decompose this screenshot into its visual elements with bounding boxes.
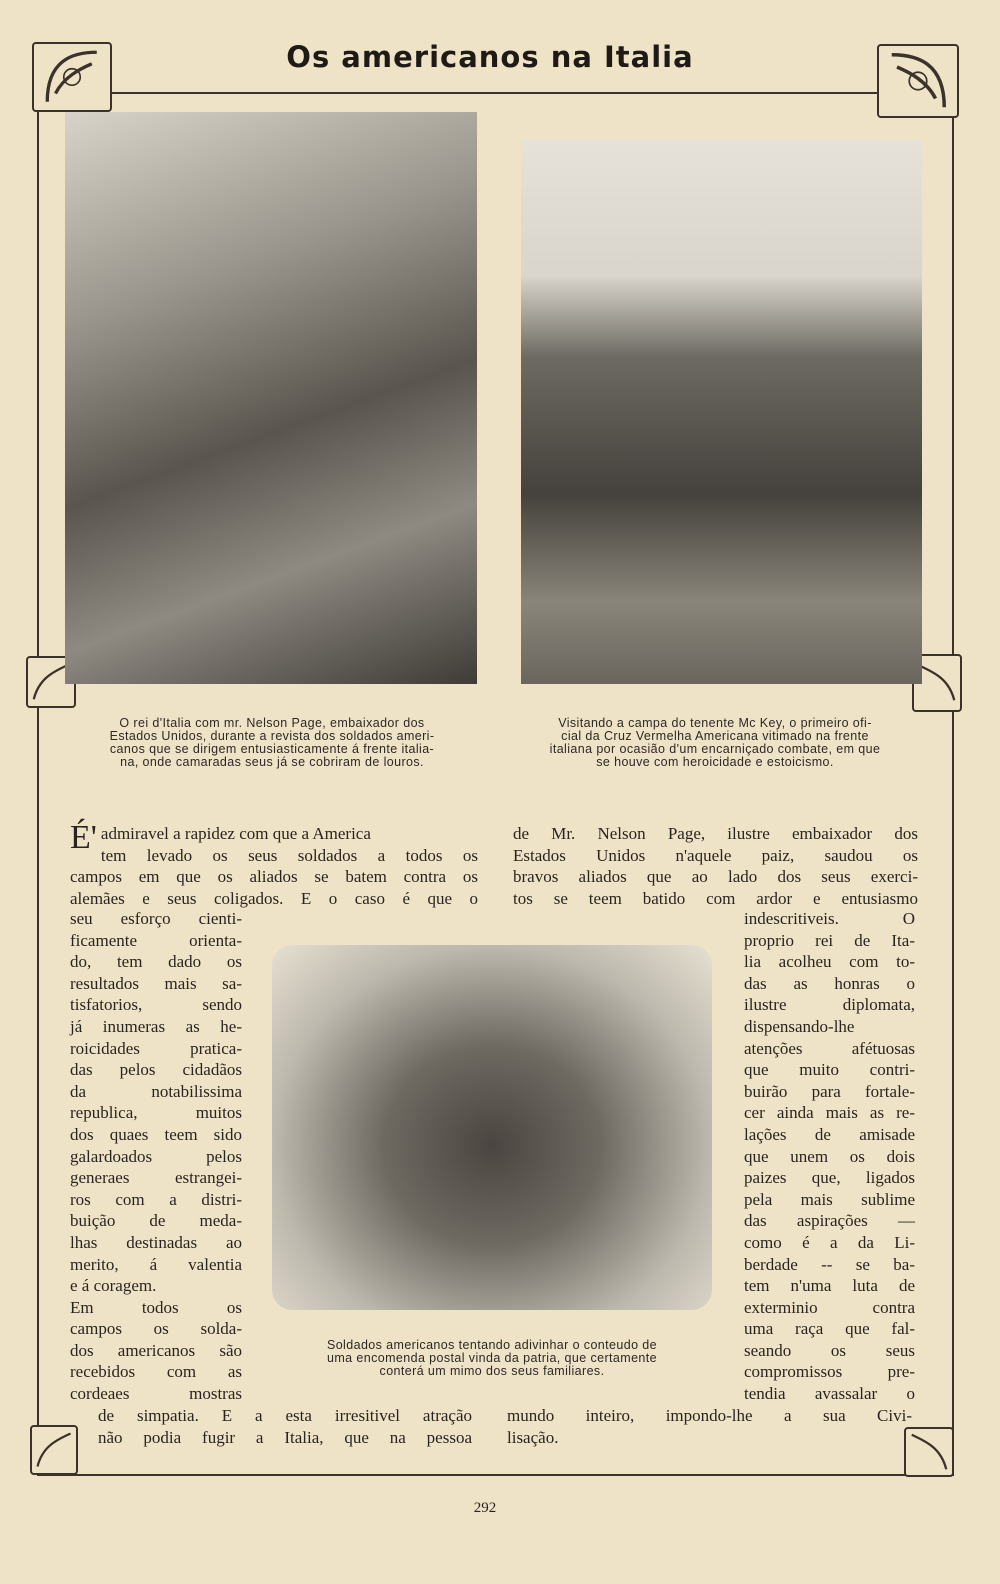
- text-line: lia acolheu com to-: [744, 952, 915, 972]
- text-line: ficamente orienta-: [70, 930, 242, 950]
- text-line: buirão para fortale-: [744, 1081, 915, 1101]
- page-number: 292: [473, 1500, 497, 1516]
- text-line: paizes que, ligados: [744, 1168, 915, 1188]
- article-right-bottom: [507, 1405, 912, 1448]
- text-line: como é a da Li-: [744, 1232, 915, 1252]
- text-line-content: admiravel a rapidez com que a America: [100, 824, 371, 843]
- text-line: das as honras o: [744, 973, 915, 993]
- text-line: mundo inteiro, impondo-lhe a sua Civi-: [507, 1406, 912, 1425]
- text-line: tem levado os seus soldados a todos os: [100, 845, 478, 865]
- photo-soldiers-parcel: [272, 945, 712, 1310]
- page-title: Os americanos na Italia: [286, 40, 694, 74]
- text-line: campos os solda-: [70, 1319, 242, 1339]
- text-line: cordeaes mostras: [70, 1384, 242, 1404]
- text-line: tisfatorios, sendo: [70, 995, 242, 1015]
- text-line: Em todos os: [70, 1297, 242, 1317]
- article-right-narrow: [744, 908, 915, 1405]
- text-line: Estados Unidos n'aquele paiz, saudou os: [513, 845, 918, 865]
- text-line: cer ainda mais as re-: [744, 1103, 915, 1123]
- text-line: merito, á valentia: [70, 1254, 242, 1274]
- text-line: lhas destinadas ao: [70, 1232, 242, 1252]
- text-line: tem n'uma luta de: [744, 1276, 915, 1296]
- text-line: ilustre diplomata,: [744, 995, 915, 1015]
- drop-cap: É': [70, 819, 97, 856]
- text-line: bravos aliados que ao lado dos seus exerci-: [513, 867, 918, 887]
- text-line: dispensando-lhe: [744, 1016, 855, 1036]
- text-line: indescritiveis. O: [744, 909, 915, 928]
- text-line: republica, muitos: [70, 1103, 242, 1123]
- text-line: não podia fugir a Italia, que na pessoa: [98, 1427, 472, 1447]
- text-line: berdade -- se ba-: [744, 1254, 915, 1274]
- text-line: das aspirações —: [744, 1211, 915, 1231]
- text-line: ros com a distri-: [70, 1189, 242, 1209]
- text-line: alemães e seus coligados. E o caso é que o: [70, 888, 478, 908]
- text-line: generaes estrangei-: [70, 1168, 242, 1188]
- photo-grave-visit: [521, 140, 922, 684]
- text-line: resultados mais sa-: [70, 973, 242, 993]
- text-line: da notabilissima: [70, 1081, 242, 1101]
- article-left-top: [70, 819, 478, 909]
- text-line: seu esforço cienti-: [70, 909, 242, 928]
- text-line: compromissos pre-: [744, 1362, 915, 1382]
- text-line: roicidades pratica-: [70, 1038, 242, 1058]
- caption-photo-2: Visitando a campa do tenente Mc Key, o primeiro ofi- cial da Cruz Vermelha Americana vitimado na frente italiana por ocasião d'um encarniçado combate, em que se houve com heroicidade e estoicismo.: [549, 716, 881, 769]
- text-line: exterminio contra: [744, 1297, 915, 1317]
- text-line: pela mais sublime: [744, 1189, 915, 1209]
- text-line: tos se teem batido com ardor e entusiasmo: [513, 888, 918, 908]
- text-line: de Mr. Nelson Page, ilustre embaixador dos: [513, 824, 918, 843]
- text-line: que muito contri-: [744, 1060, 915, 1080]
- text-line: já inumeras as he-: [70, 1016, 242, 1036]
- text-line: das pelos cidadãos: [70, 1060, 242, 1080]
- text-line: tendia avassalar o: [744, 1384, 915, 1404]
- text-line: seando os seus: [744, 1340, 915, 1360]
- text-line: proprio rei de Ita-: [744, 930, 915, 950]
- text-line: de simpatia. E a esta irresitivel atração: [98, 1406, 472, 1425]
- article-left-narrow: [70, 908, 242, 1405]
- text-line: campos em que os aliados se batem contra os: [70, 867, 478, 887]
- article-right-top: [513, 823, 918, 909]
- text-line: lisação.: [507, 1427, 559, 1447]
- text-line: lações de amisade: [744, 1124, 915, 1144]
- text-line: e á coragem.: [70, 1276, 157, 1296]
- text-line: uma raça que fal-: [744, 1319, 915, 1339]
- corner-ornament-top-right: [877, 44, 959, 118]
- text-line: dos americanos são: [70, 1340, 242, 1360]
- caption-photo-3: Soldados americanos tentando adivinhar o conteudo de uma encomenda postal vinda da patria, que certamente conterá um mimo dos seus familiares.: [326, 1338, 658, 1378]
- caption-photo-1: O rei d'Italia com mr. Nelson Page, embaixador dos Estados Unidos, durante a revista dos soldados ameri- canos que se dirigem entusiasticamente á frente italia- na, onde camaradas seus já se cobriram de louros.: [109, 716, 435, 769]
- corner-ornament-top-left: [32, 42, 112, 112]
- corner-ornament-bottom-left: [30, 1425, 78, 1475]
- text-line: recebidos com as: [70, 1362, 242, 1382]
- text-line: buição de meda-: [70, 1211, 242, 1231]
- article-left-bottom: [98, 1405, 472, 1448]
- text-line: atenções afétuosas: [744, 1038, 915, 1058]
- text-line: galardoados pelos: [70, 1146, 242, 1166]
- text-line: dos quaes teem sido: [70, 1124, 242, 1144]
- text-line: do, tem dado os: [70, 952, 242, 972]
- photo-king-in-car: [65, 112, 477, 684]
- text-line: que unem os dois: [744, 1146, 915, 1166]
